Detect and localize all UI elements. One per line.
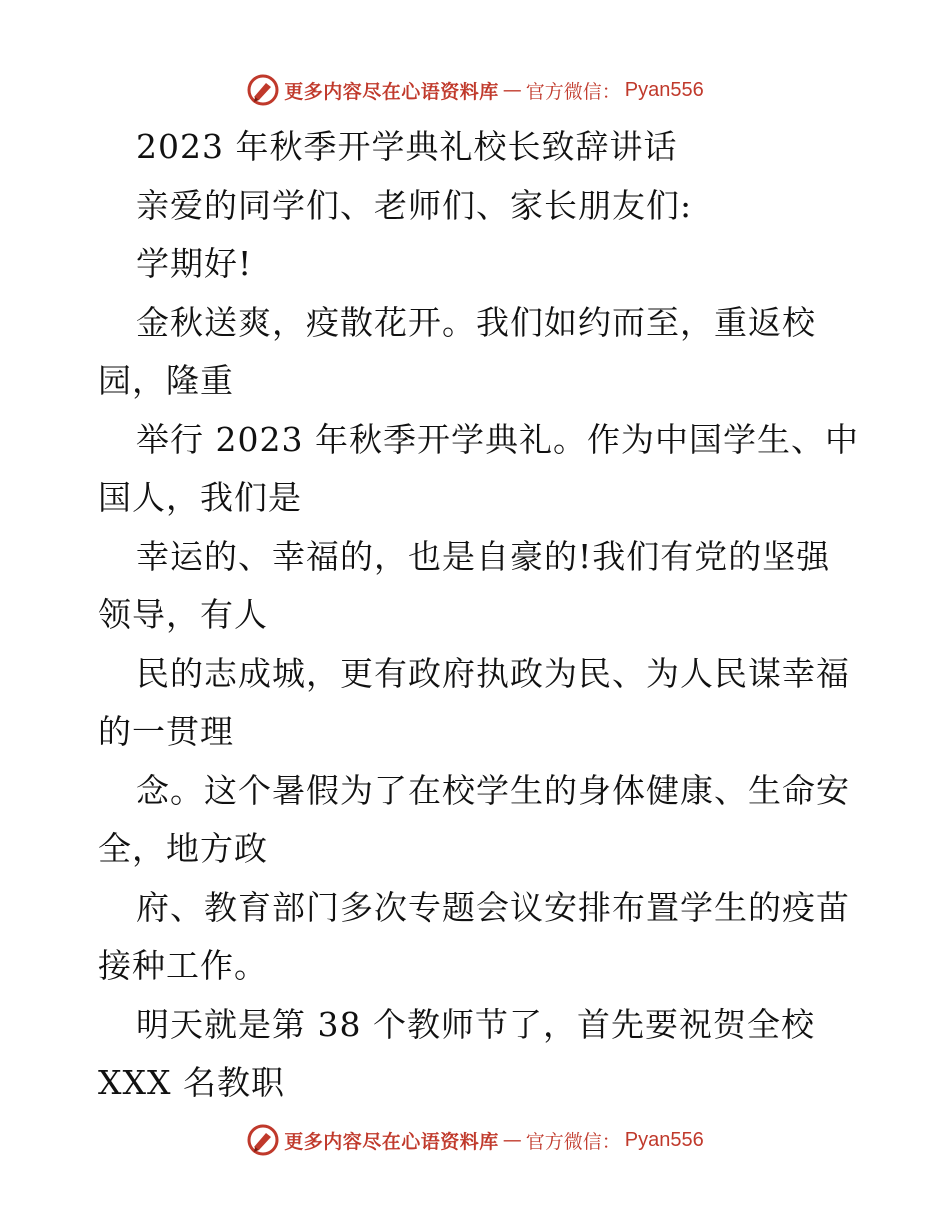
text-line: XXX 名教职 [98,1063,285,1102]
text-line: 国人，我们是 [98,478,302,517]
pen-logo-icon [246,73,280,107]
text-line: 举行 2023 年秋季开学典礼。作为中国学生、中 [136,419,859,459]
text-line: 府、教育部门多次专题会议安排布置学生的疫苗 [136,887,850,927]
text-line: 学期好! [136,244,253,283]
banner-wechat-id: Pyan556 [624,1128,704,1151]
text-line: 民的志成城，更有政府执政为民、为人民谋幸福 [136,653,850,693]
text-line: 金秋送爽，疫散花开。我们如约而至，重返校 [136,302,816,342]
text-line: 念。这个暑假为了在校学生的身体健康、生命安 [136,770,850,810]
header-banner [0,70,950,110]
banner-text: 更多内容尽在心语资料库 [284,1130,499,1153]
banner-wechat-id: Pyan556 [624,78,704,101]
banner-wechat-label: 官方微信： [525,80,621,103]
banner-separator: — [502,79,522,101]
text-line: 的一贯理 [98,712,234,751]
text-line: 领导，有人 [98,595,268,634]
text-line: 亲爱的同学们、老师们、家长朋友们: [136,185,693,225]
text-line: 全，地方政 [98,829,268,868]
banner-text: 更多内容尽在心语资料库 [284,80,499,103]
banner-separator: — [502,1129,522,1151]
document-body [98,118,858,1113]
pen-logo-icon [246,1123,280,1157]
text-line: 明天就是第 38 个教师节了，首先要祝贺全校 [136,1004,815,1044]
footer-banner [0,1120,950,1160]
text-line: 幸运的、幸福的，也是自豪的!我们有党的坚强 [136,536,831,576]
text-line: 园，隆重 [98,361,234,400]
text-line: 接种工作。 [98,946,268,985]
banner-wechat-label: 官方微信： [525,1130,621,1153]
document-title: 2023 年秋季开学典礼校长致辞讲话 [136,127,678,166]
